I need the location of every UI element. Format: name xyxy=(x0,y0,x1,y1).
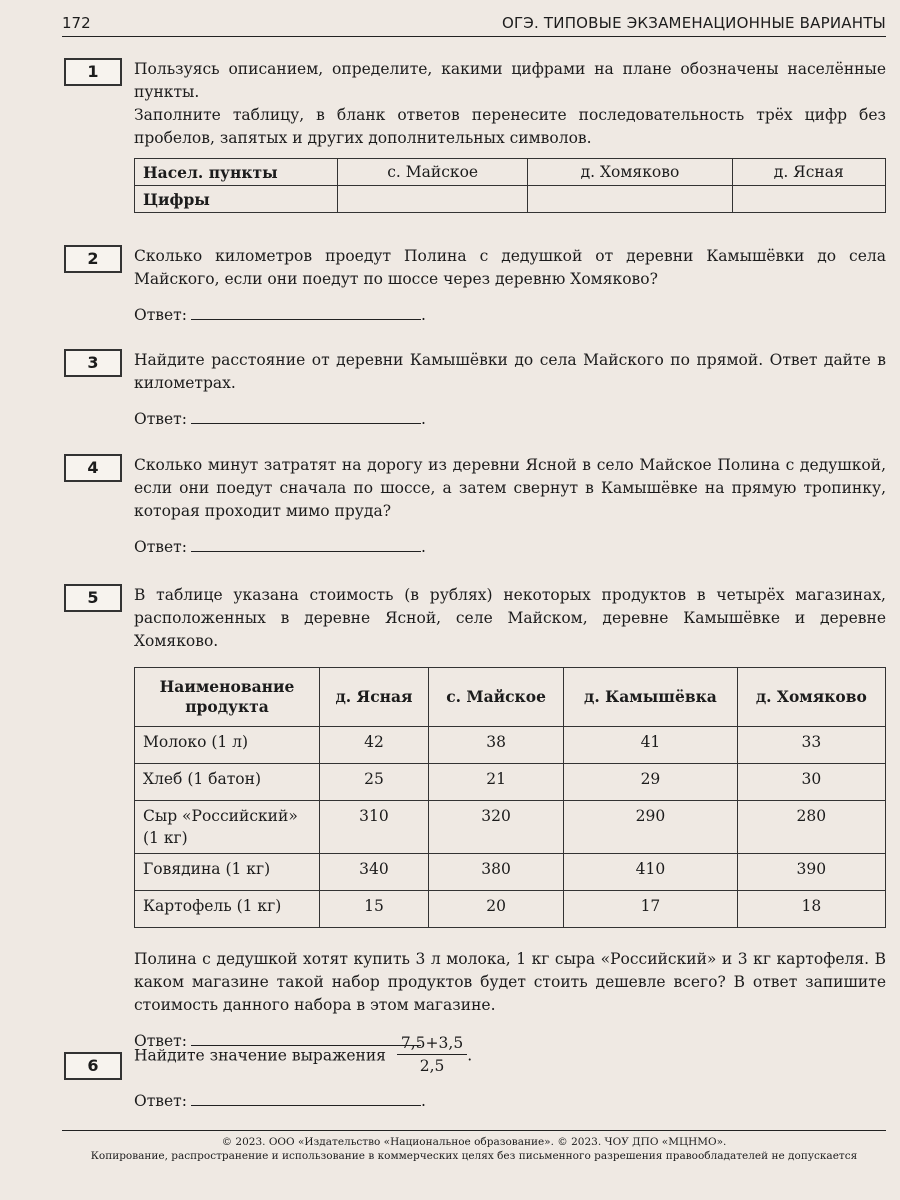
table-header-cell: д. Камышёвка xyxy=(564,668,737,727)
task-text: Сколько километров проедут Полина с дедушкой от деревни Камышёвки до села Майского, если они поедут по шоссе через деревню Хомяково? xyxy=(134,247,886,288)
task-number: 2 xyxy=(64,245,122,273)
answer-label: Ответ: xyxy=(134,410,187,428)
price-cell: 320 xyxy=(428,801,563,854)
price-cell: 380 xyxy=(428,854,563,891)
price-cell: 280 xyxy=(737,801,885,854)
task-number: 3 xyxy=(64,349,122,377)
price-cell: 410 xyxy=(564,854,737,891)
price-cell: 18 xyxy=(737,891,885,928)
price-cell: 310 xyxy=(320,801,429,854)
fraction xyxy=(397,1032,467,1077)
task-number: 5 xyxy=(64,584,122,612)
answer-row: Ответ: . xyxy=(134,407,886,431)
task-text: Найдите расстояние от деревни Камышёвки до села Майского по прямой. Ответ дайте в километрах. xyxy=(134,351,886,392)
table-row xyxy=(135,727,886,764)
price-cell: 30 xyxy=(737,764,885,801)
price-cell: 21 xyxy=(428,764,563,801)
price-cell: 20 xyxy=(428,891,563,928)
prices-table xyxy=(134,667,886,928)
table-header-cell: Наименование продукта xyxy=(135,668,320,727)
copyright-line: © 2023. ООО «Издательство «Национальное образование». © 2023. ЧОУ ДПО «МЦНМО». xyxy=(221,1136,727,1148)
product-name: Картофель (1 кг) xyxy=(135,891,320,928)
price-cell: 25 xyxy=(320,764,429,801)
price-cell: 17 xyxy=(564,891,737,928)
table-row xyxy=(135,891,886,928)
table-row xyxy=(135,801,886,854)
answer-row: Ответ: . xyxy=(134,535,886,559)
table-header-cell: с. Майское xyxy=(338,159,528,186)
table-row xyxy=(135,764,886,801)
task-text: В таблице указана стоимость (в рублях) некоторых продуктов в четырёх магазинах, расположенных в деревне Ясной, селе Майском, деревне Камышёвке и деревне Хомяково. xyxy=(134,586,886,650)
price-cell: 15 xyxy=(320,891,429,928)
header-title: ОГЭ. ТИПОВЫЕ ЭКЗАМЕНАЦИОННЫЕ ВАРИАНТЫ xyxy=(501,14,886,32)
table-header-cell: Насел. пункты xyxy=(135,159,338,186)
answer-label: Ответ: xyxy=(134,1092,187,1110)
page-header xyxy=(62,10,886,37)
price-cell: 33 xyxy=(737,727,885,764)
task-text: Найдите значение выражения xyxy=(134,1046,386,1065)
answer-line[interactable] xyxy=(191,303,421,320)
task-question: Полина с дедушкой хотят купить 3 л молока, 1 кг сыра «Российский» и 3 кг картофеля. В каком магазине такой набор продуктов будет стоить дешевле всего? В ответ запишите стоимость данного набора в этом магазине. xyxy=(134,950,886,1014)
answer-row: Ответ: . xyxy=(134,303,886,327)
answer-line[interactable] xyxy=(191,535,421,552)
fraction-numerator: 7,5+3,5 xyxy=(397,1032,467,1055)
period: . xyxy=(467,1046,473,1065)
answer-cell[interactable] xyxy=(338,186,528,213)
table-row xyxy=(135,854,886,891)
task-text: Сколько минут затратят на дорогу из деревни Ясной в село Майское Полина с дедушкой, если они поедут сначала по шоссе, а затем свернут в Камышёвке на прямую тропинку, которая проходит мимо пруда? xyxy=(134,456,886,520)
product-name: Молоко (1 л) xyxy=(135,727,320,764)
answer-cell[interactable] xyxy=(528,186,732,213)
answer-label: Ответ: xyxy=(134,1032,187,1050)
price-cell: 390 xyxy=(737,854,885,891)
price-cell: 42 xyxy=(320,727,429,764)
task-text: Пользуясь описанием, определите, какими цифрами на плане обозначены населённые пункты. xyxy=(134,60,886,101)
answer-label: Ответ: xyxy=(134,306,187,324)
price-cell: 41 xyxy=(564,727,737,764)
table-header-cell: д. Ясная xyxy=(320,668,429,727)
task-number: 6 xyxy=(64,1052,122,1080)
price-cell: 29 xyxy=(564,764,737,801)
page-footer xyxy=(62,1130,886,1163)
answer-line[interactable] xyxy=(191,1089,421,1106)
answer-line[interactable] xyxy=(191,407,421,424)
table-header-cell: Цифры xyxy=(135,186,338,213)
table-header-cell: д. Ясная xyxy=(732,159,885,186)
price-cell: 38 xyxy=(428,727,563,764)
fraction-denominator: 2,5 xyxy=(419,1057,445,1075)
answer-label: Ответ: xyxy=(134,538,187,556)
product-name: Хлеб (1 батон) xyxy=(135,764,320,801)
product-name: Говядина (1 кг) xyxy=(135,854,320,891)
price-cell: 340 xyxy=(320,854,429,891)
table-header-cell: с. Майское xyxy=(428,668,563,727)
price-cell: 290 xyxy=(564,801,737,854)
answer-row: Ответ: . xyxy=(134,1089,886,1113)
copyright-notice: Копирование, распространение и использование в коммерческих целях без письменного разрешения правообладателей не допускается xyxy=(90,1150,858,1162)
answer-cell[interactable] xyxy=(732,186,885,213)
task-number: 1 xyxy=(64,58,122,86)
page-number: 172 xyxy=(62,14,91,32)
table-header-cell: д. Хомяково xyxy=(737,668,885,727)
table-header-cell: д. Хомяково xyxy=(528,159,732,186)
product-name: Сыр «Российский» (1 кг) xyxy=(135,801,320,854)
task-text: Заполните таблицу, в бланк ответов перенесите последовательность трёх цифр без пробелов, запятых и других дополнительных символов. xyxy=(134,106,886,147)
task-number: 4 xyxy=(64,454,122,482)
settlements-table xyxy=(134,158,886,213)
